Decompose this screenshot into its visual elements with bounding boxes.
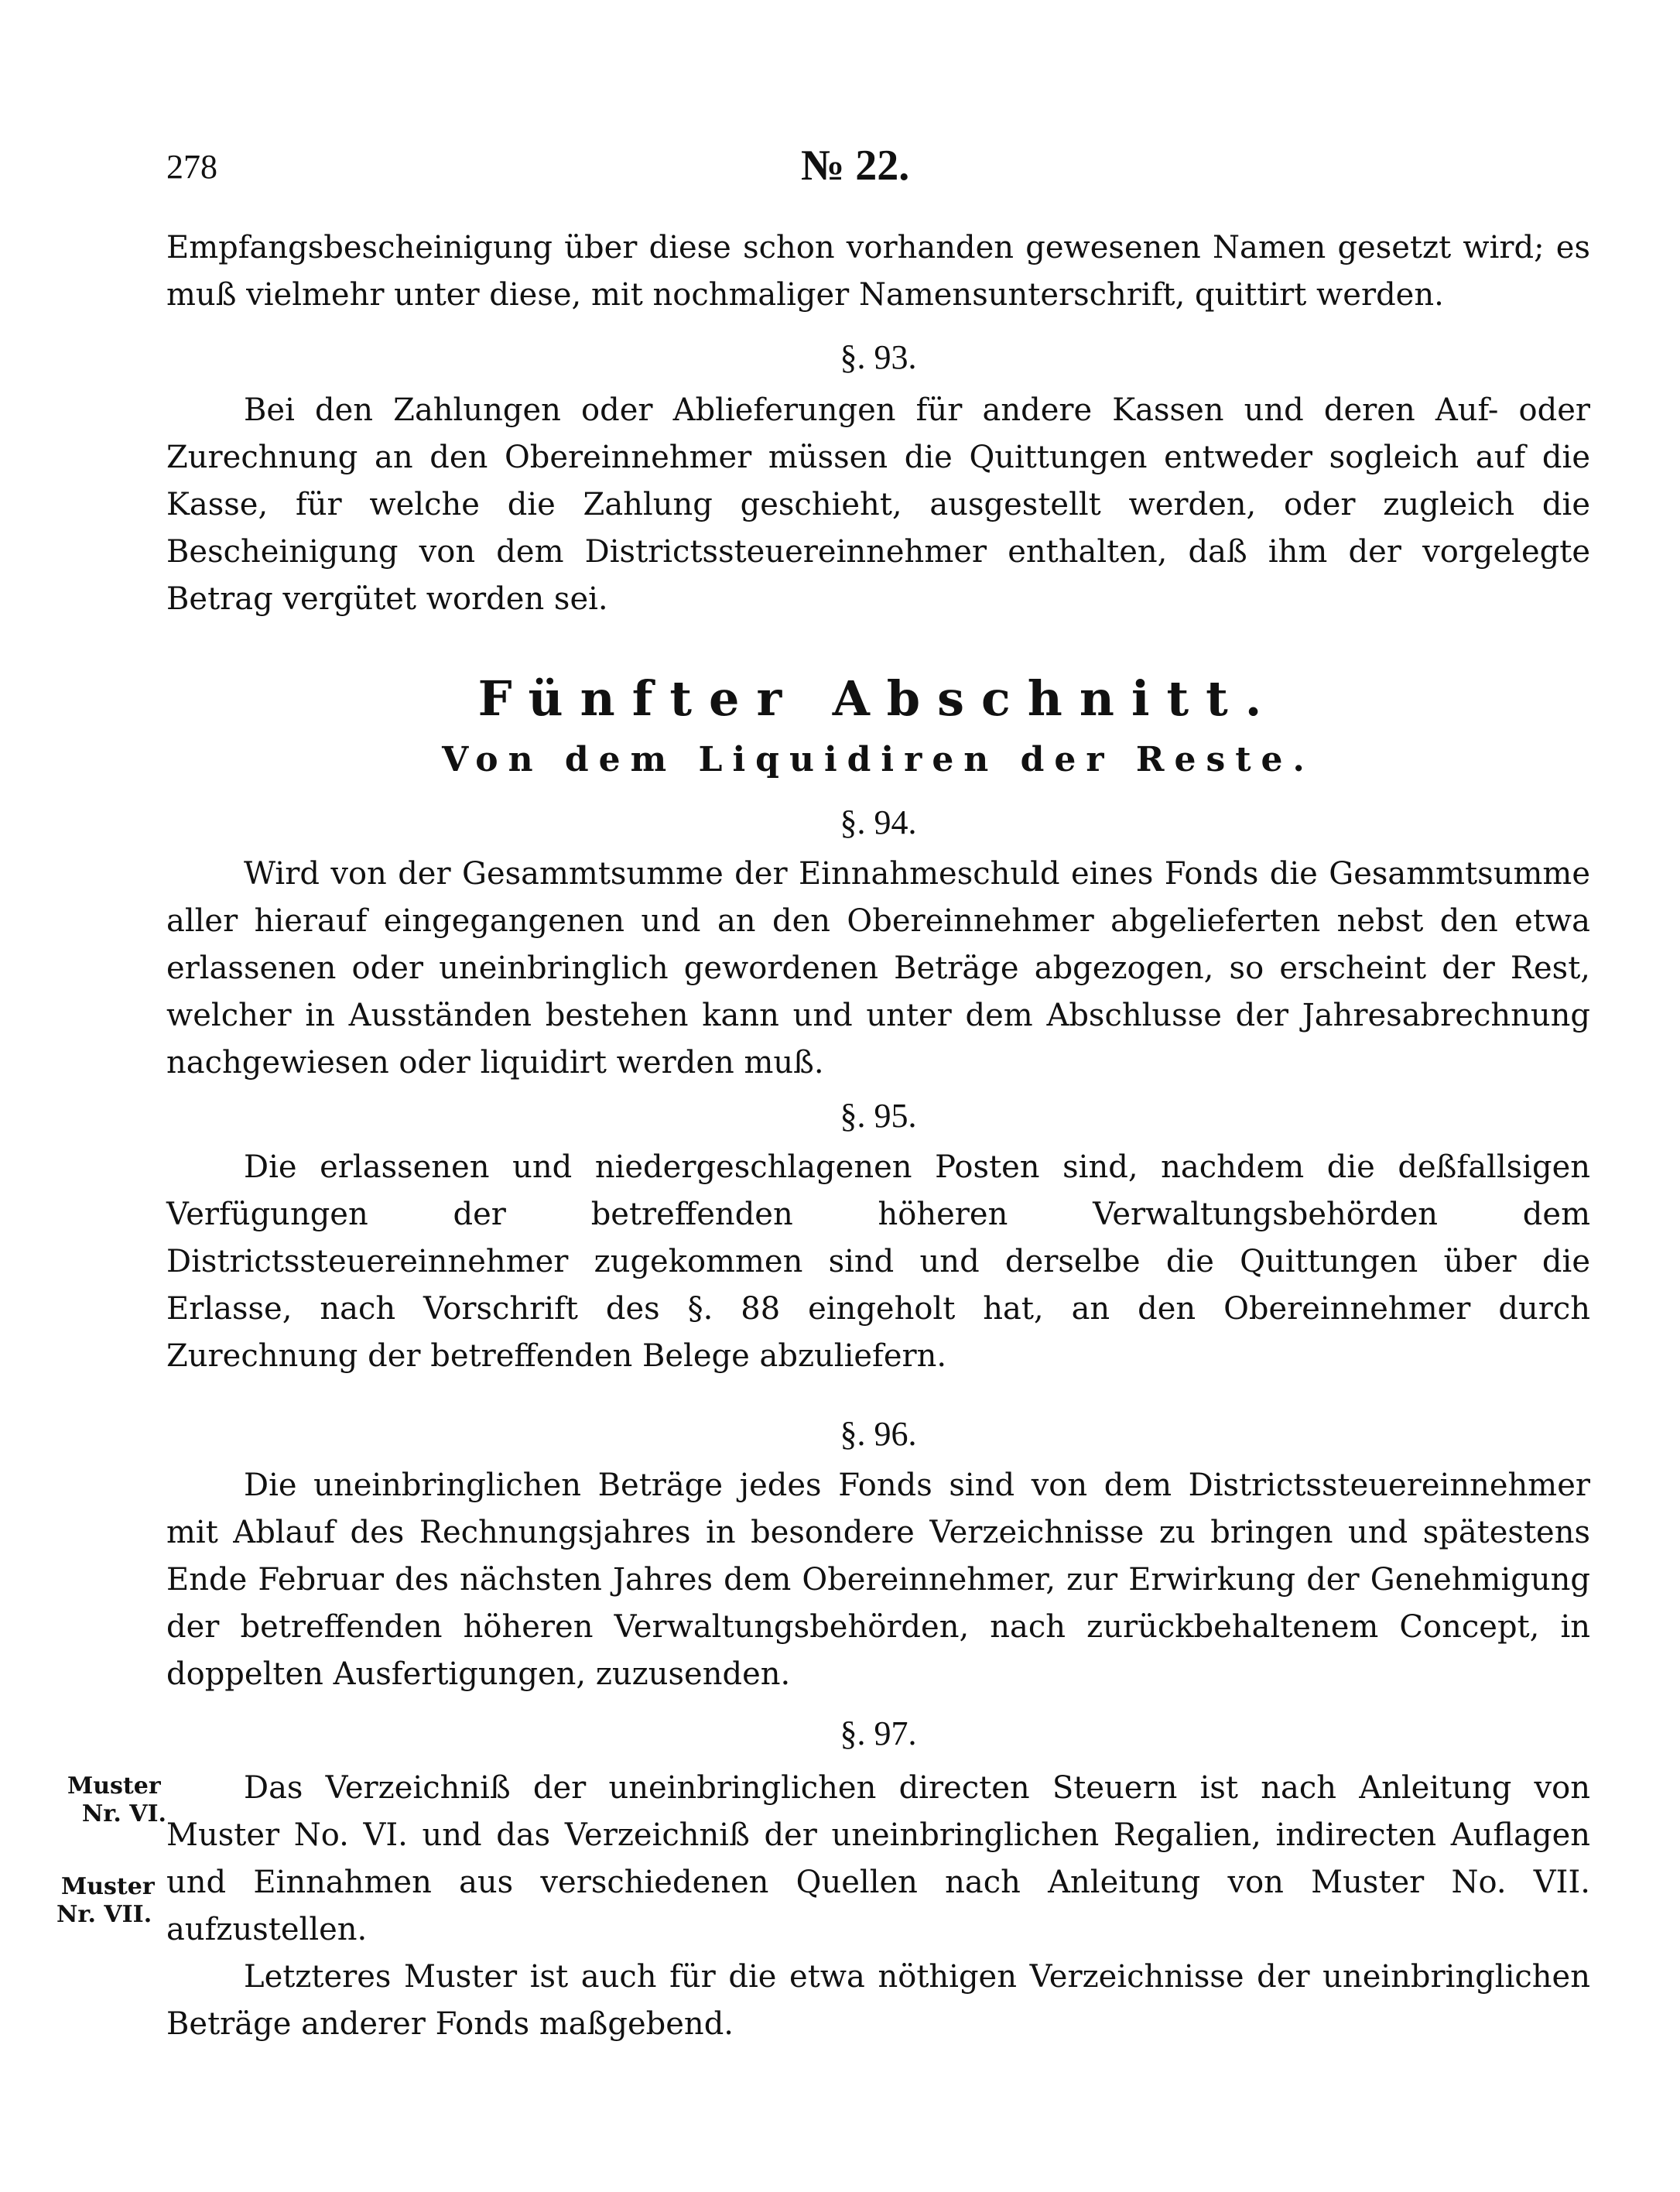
section-95-text: Die erlassenen und niedergeschlagenen Posten sind, nachdem die deßfallsigen Verfügungen der betreffenden höheren Verwaltungsbehörden dem Districtssteuereinnehmer zugekommen sind und derselbe die Quittungen über die Erlasse, nach Vorschrift des §. 88 eingeholt hat, an den Obereinnehmer durch Zurechnung der betreffenden Belege abzuliefern. xyxy=(166,1149,1590,1374)
section-heading-97: §. 97. xyxy=(840,1714,917,1752)
margin-note-2-line-2: Nr. VII. xyxy=(56,1901,152,1928)
chapter-title: Fünfter Abschnitt. xyxy=(477,670,1279,727)
section-94-text: Wird von der Gesammtsumme der Einnahmeschuld eines Fonds die Gesammtsumme aller hierauf eingegangenen und an den Obereinnehmer abgelieferten nebst den etwa erlassenen oder uneinbringlich gewordenen Beträge abgezogen, so erscheint der Rest, welcher in Ausständen bestehen kann und unter dem Abschlusse der Jahresabrechnung nachgewiesen oder liquidirt werden muß. xyxy=(166,856,1590,1081)
section-heading-93: §. 93. xyxy=(840,338,917,376)
section-96-text: Die uneinbringlichen Beträge jedes Fonds sind von dem Districtssteuereinnehmer mit Ablauf des Rechnungsjahres in besondere Verzeichnisse zu bringen und spätestens Ende Februar des nächsten Jahres dem Obereinnehmer, zur Erwirkung der Genehmigung der betreffenden höheren Verwaltungsbehörden, nach zurückbehaltenem Concept, in doppelten Ausfertigungen, zuzusenden. xyxy=(166,1468,1590,1692)
section-97-text-1: Das Verzeichniß der uneinbringlichen directen Steuern ist nach Anleitung von Muster No. VI. und das Verzeichniß der uneinbringlichen Regalien, indirecten Auflagen und Einnahmen aus verschiedenen Quellen nach Anleitung von Muster No. VII. aufzustellen. xyxy=(166,1770,1590,1947)
margin-note-1-line-1: Muster xyxy=(67,1772,161,1800)
continuation-paragraph: Empfangsbescheinigung über diese schon vorhanden gewesenen Namen gesetzt wird; es muß vielmehr unter diese, mit nochmaliger Namensunterschrift, quittirt werden. xyxy=(166,230,1590,313)
section-heading-95: §. 95. xyxy=(840,1097,917,1135)
margin-note-2-line-1: Muster xyxy=(61,1873,155,1900)
page-number: 278 xyxy=(166,148,217,186)
margin-note-muster-vi xyxy=(50,1772,166,1828)
margin-note-1-line-2: Nr. VI. xyxy=(81,1800,166,1827)
issue-number: № 22. xyxy=(801,142,910,190)
margin-note-muster-vii xyxy=(50,1873,166,1929)
section-heading-94: §. 94. xyxy=(840,803,917,841)
section-93-text: Bei den Zahlungen oder Ablieferungen für andere Kassen und deren Auf- oder Zurechnung an den Obereinnehmer müssen die Quittungen entweder sogleich auf die Kasse, für welche die Zahlung geschieht, ausgestellt werden, oder zugleich die Bescheinigung von dem Districtssteuereinnehmer enthalten, daß ihm der vorgelegte Betrag vergütet worden sei. xyxy=(166,392,1590,617)
body-text xyxy=(166,224,1590,2048)
section-heading-96: §. 96. xyxy=(840,1415,917,1453)
section-97-text-2: Letzteres Muster ist auch für die etwa nöthigen Verzeichnisse der uneinbringlichen Beträge anderer Fonds maßgebend. xyxy=(166,1959,1590,2042)
chapter-subtitle: Von dem Liquidiren der Reste. xyxy=(442,740,1315,779)
page-header xyxy=(166,141,1590,203)
